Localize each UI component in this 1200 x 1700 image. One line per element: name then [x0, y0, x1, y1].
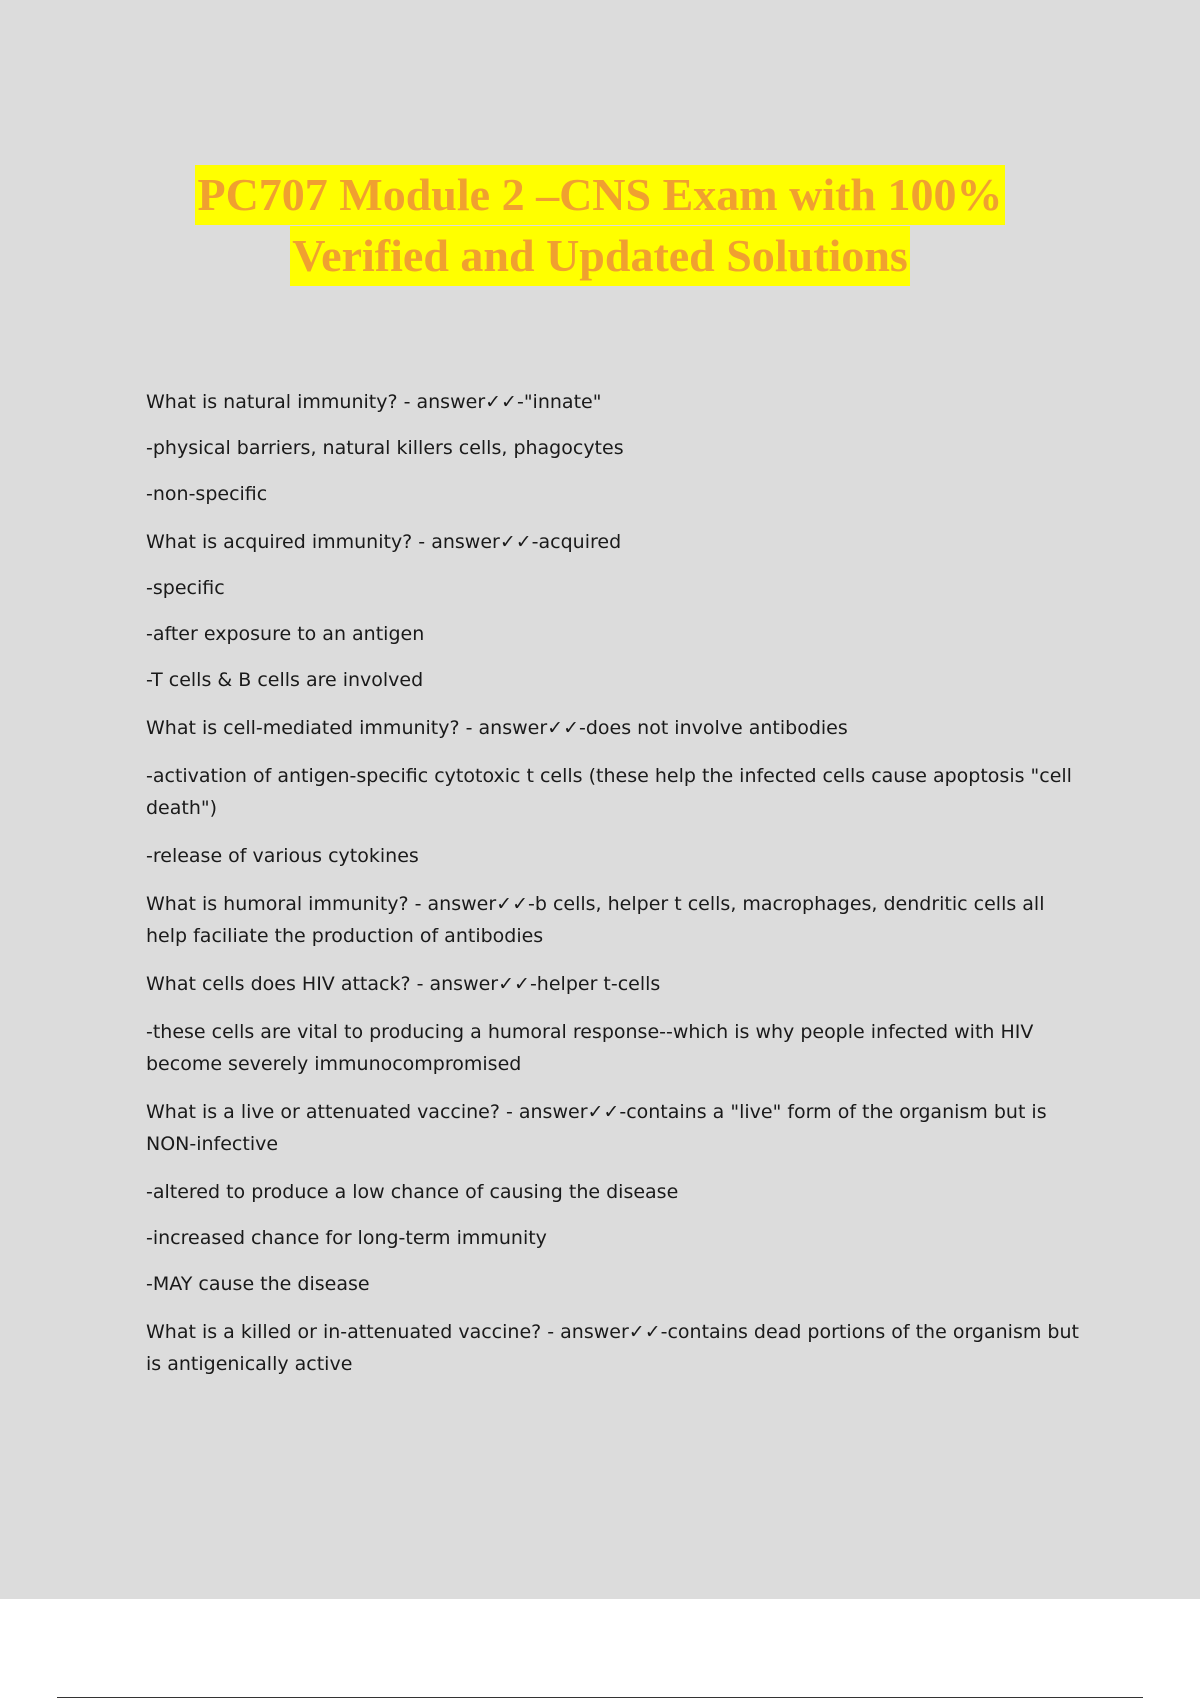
paragraph: -these cells are vital to producing a humoral response--which is why people infected with HIV become severely immunocompromised: [146, 1021, 1034, 1075]
paragraph: What is natural immunity? - answer✓✓-"innate": [146, 391, 602, 413]
document-title: [0, 165, 1200, 287]
paragraph: -MAY cause the disease: [146, 1273, 370, 1295]
paragraph: What is humoral immunity? - answer✓✓-b cells, helper t cells, macrophages, dendritic cells all help faciliate the production of antibodies: [146, 893, 1045, 947]
paragraph: -activation of antigen-specific cytotoxic t cells (these help the infected cells cause apoptosis "cell death"): [146, 765, 1072, 819]
paragraph: -release of various cytokines: [146, 845, 419, 867]
paragraph: What is a killed or in-attenuated vaccine? - answer✓✓-contains dead portions of the organism but is antigenically active: [146, 1321, 1079, 1375]
paragraph: What is a live or attenuated vaccine? - answer✓✓-contains a "live" form of the organism but is NON-infective: [146, 1101, 1047, 1155]
paragraph: -altered to produce a low chance of causing the disease: [146, 1181, 679, 1203]
paragraph: What cells does HIV attack? - answer✓✓-helper t-cells: [146, 973, 661, 995]
document-body: [146, 386, 1086, 1396]
title-line-2: Verified and Updated Solutions: [290, 226, 910, 286]
paragraph: -specific: [146, 577, 225, 599]
paragraph: -T cells & B cells are involved: [146, 669, 424, 691]
paragraph: What is acquired immunity? - answer✓✓-acquired: [146, 531, 622, 553]
paragraph: What is cell-mediated immunity? - answer✓✓-does not involve antibodies: [146, 717, 848, 739]
paragraph: -after exposure to an antigen: [146, 623, 425, 645]
paragraph: -increased chance for long-term immunity: [146, 1227, 547, 1249]
paragraph: -physical barriers, natural killers cells, phagocytes: [146, 437, 624, 459]
paragraph: -non-specific: [146, 483, 268, 505]
footer-divider: [57, 1697, 1143, 1698]
title-line-1: PC707 Module 2 –CNS Exam with 100%: [195, 165, 1004, 225]
